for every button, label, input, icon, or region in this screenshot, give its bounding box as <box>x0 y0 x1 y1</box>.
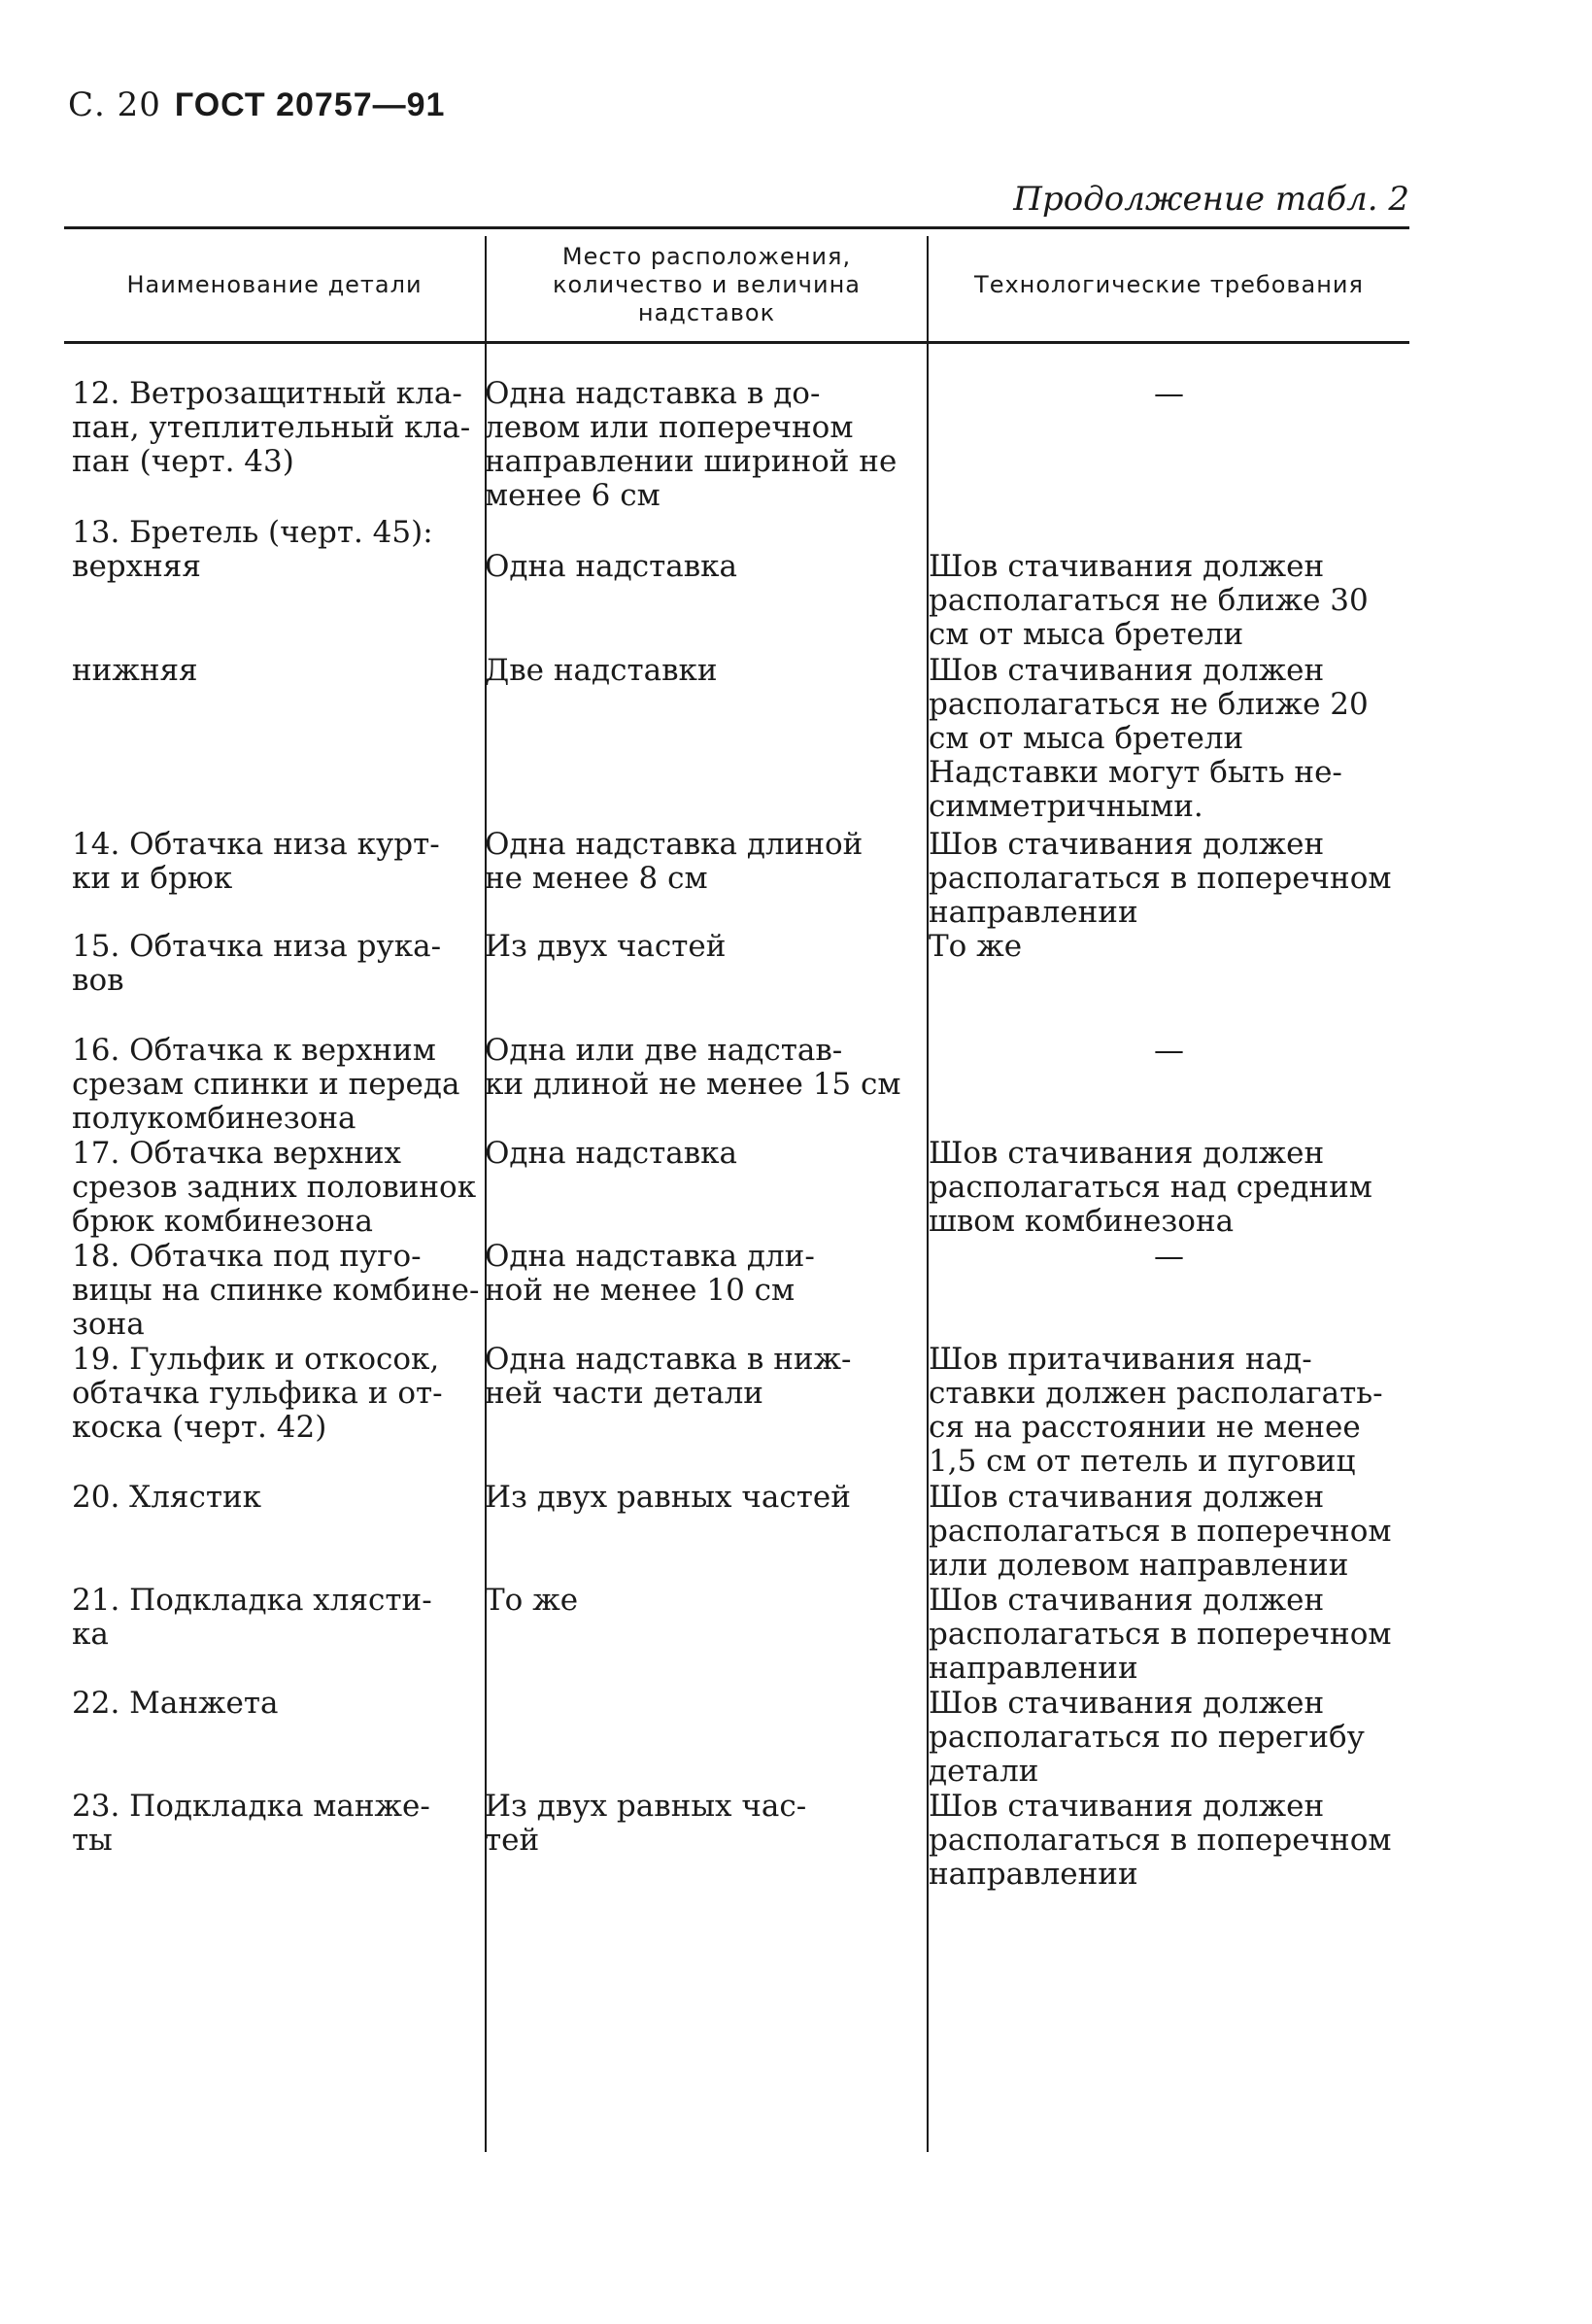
requirements: Шов стачивания должен располагаться в поперечном направлении <box>929 827 1392 930</box>
requirements <box>929 377 1409 411</box>
requirements: Шов стачивания должен располагаться не ближе 30 см от мыса бретели <box>929 549 1369 652</box>
placement: Одна надставка <box>485 549 738 584</box>
placement: Одна или две надстав- ки длиной не менее 15 см <box>485 1033 901 1102</box>
placement: Одна надставка в ниж- ней части детали <box>485 1342 852 1411</box>
column-header-text: Технологические требования <box>974 270 1364 298</box>
placement: Одна надставка в до- левом или поперечном направлении шириной не менее 6 см <box>485 376 898 513</box>
requirements: Шов стачивания должен располагаться по перегибу детали <box>929 1686 1365 1789</box>
requirements: Шов стачивания должен располагаться не ближе 20 см от мыса бретели Надставки могут быть не- симметричными. <box>929 653 1369 824</box>
placement: Две надставки <box>485 653 718 688</box>
requirements <box>929 1034 1409 1068</box>
placement: Из двух равных частей <box>485 1480 851 1515</box>
placement: Из двух частей <box>485 929 727 964</box>
requirements <box>929 1240 1409 1274</box>
placement: Одна надставка дли- ной не менее 10 см <box>485 1239 815 1308</box>
empty-dash: — <box>1154 1239 1184 1274</box>
requirements: Шов стачивания должен располагаться в поперечном направлении <box>929 1583 1392 1686</box>
page-header <box>68 85 445 124</box>
column-header-part-name <box>64 236 485 333</box>
part-name: 18. Обтачка под пуго- вицы на спинке комбине- зона <box>72 1239 480 1342</box>
table-header-rule <box>64 341 1409 344</box>
requirements: Шов стачивания должен располагаться в поперечном или долевом направлении <box>929 1480 1392 1583</box>
placement: Одна надставка <box>485 1136 738 1171</box>
part-name: 19. Гульфик и откосок, обтачка гульфика и от- коска (черт. 42) <box>72 1342 443 1445</box>
requirements: Шов притачивания над- ставки должен располагать- ся на расстоянии не менее 1,5 см от петель и пуговиц <box>929 1342 1383 1479</box>
column-header-text: Место расположения, количество и величина надставок <box>553 242 861 326</box>
standard-number: ГОСТ 20757—91 <box>174 86 446 123</box>
column-header-requirements <box>929 236 1409 333</box>
part-name: 13. Бретель (черт. 45): верхняя <box>72 515 433 584</box>
part-name: нижняя <box>72 653 198 688</box>
column-header-placement <box>487 236 927 333</box>
part-name: 20. Хлястик <box>72 1480 262 1515</box>
requirements: Шов стачивания должен располагаться над средним швом комбинезона <box>929 1136 1372 1239</box>
empty-dash: — <box>1154 376 1184 411</box>
placement: Одна надставка длиной не менее 8 см <box>485 827 864 896</box>
column-header-text: Наименование детали <box>126 270 423 298</box>
part-name: 21. Подкладка хлясти- ка <box>72 1583 432 1652</box>
page-number: С. 20 <box>68 85 161 124</box>
part-name: 17. Обтачка верхних срезов задних половинок брюк комбинезона <box>72 1136 477 1239</box>
part-name: 22. Манжета <box>72 1686 279 1721</box>
requirements: То же <box>929 929 1023 964</box>
requirements: Шов стачивания должен располагаться в поперечном направлении <box>929 1789 1392 1892</box>
part-name: 15. Обтачка низа рука- вов <box>72 929 442 998</box>
part-name: 12. Ветрозащитный кла- пан, утеплительный кла- пан (черт. 43) <box>72 376 471 479</box>
placement: То же <box>485 1583 579 1618</box>
part-name: 23. Подкладка манже- ты <box>72 1789 430 1858</box>
part-name: 14. Обтачка низа курт- ки и брюк <box>72 827 440 896</box>
table-continuation-label: Продолжение табл. 2 <box>1013 180 1409 219</box>
part-name: 16. Обтачка к верхним срезам спинки и переда полукомбинезона <box>72 1033 460 1136</box>
table-top-rule <box>64 226 1409 229</box>
empty-dash: — <box>1154 1033 1184 1068</box>
placement: Из двух равных час- тей <box>485 1789 807 1858</box>
